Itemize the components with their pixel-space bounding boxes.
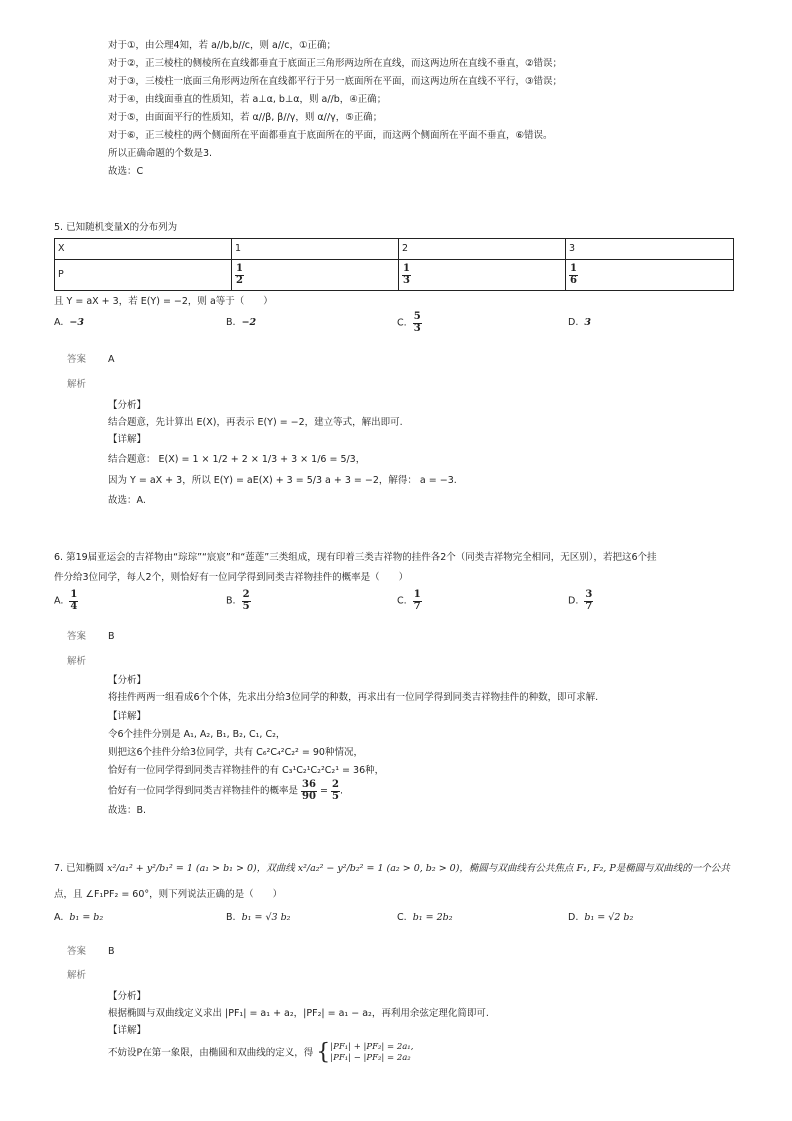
brace: { [316, 1040, 331, 1066]
detail-line-1: 结合题意： E(X) = 1 × 1/2 + 2 × 1/3 + 3 × 1/6 = 5/3， [108, 454, 366, 465]
table-cell: 1 [232, 239, 399, 260]
option-b[interactable]: B. b₁ = √3 b₂ [226, 912, 291, 923]
option-d[interactable]: D. b₁ = √2 b₂ [568, 912, 634, 923]
answer-value: A [108, 354, 115, 365]
detail-tag: 【详解】 [108, 434, 147, 445]
fraction: $\frac{1}{6}$ [570, 263, 577, 286]
detail-line-1: 不妨设P在第一象限，由椭圆和双曲线的定义，得 { |PF₁| + |PF₂| = 2a₁, |PF₁| − |PF₂| = 2a₂ [108, 1040, 414, 1066]
fraction: $\frac{3}{7}$ [585, 589, 593, 612]
solution-line-6: 对于⑥，正三棱柱的两个侧面所在平面都垂直于底面所在的平面，而这两个侧面所在平面不垂直，⑥错误。 [108, 130, 553, 141]
solution-line-4: 对于④，由线面垂直的性质知，若 a⊥α, b⊥α，则 a//b，④正确； [108, 94, 387, 105]
detail-line-3: 恰好有一位同学得到同类吉祥物挂件的有 C₃¹C₂¹C₂²C₂¹ = 36种， [108, 765, 385, 776]
answer-label: 答案 [67, 354, 87, 365]
fraction: $\frac{1}{7}$ [413, 589, 421, 612]
option-a[interactable]: A. $\frac{1}{4}$ [54, 589, 78, 612]
detail-tag: 【详解】 [108, 711, 147, 722]
q7-stem-2: 点，且 ∠F₁PF₂ = 60°，则下列说法正确的是（ ） [54, 889, 283, 900]
analysis-text: 结合题意，先计算出 E(X)，再表示 E(Y) = −2，建立等式，解出即可. [108, 417, 403, 428]
table-cell: 2 [399, 239, 566, 260]
fraction: $\frac{36}{90}$ [302, 779, 316, 802]
q6-stem-1: 6. 第19届亚运会的吉祥物由“琮琮”“宸宸”和“莲莲”三类组成，现有印着三类吉祥物的挂件各2个（同类吉祥物完全相同，无区别），若把这6个挂 [54, 552, 657, 563]
answer-value: B [108, 631, 115, 642]
q6-stem-2: 件分给3位同学，每人2个，则恰好有一位同学得到同类吉祥物挂件的概率是（ ） [54, 572, 409, 583]
analysis-label: 解析 [67, 379, 87, 390]
solution-line-2: 对于②，正三棱柱的侧棱所在直线都垂直于底面正三角形两边所在直线，而这两边所在直线不垂直，②错误； [108, 58, 563, 69]
fraction: $\frac{1}{2}$ [236, 263, 243, 286]
q5-stem-2: 且 Y = aX + 3，若 E(Y) = −2，则 a等于（ ） [54, 296, 273, 307]
table-cell: X [55, 239, 232, 260]
detail-tag: 【详解】 [108, 1025, 147, 1036]
option-b[interactable]: B. −2 [226, 317, 257, 328]
fraction: $\frac{5}{3}$ [413, 311, 421, 334]
fraction: $\frac{1}{4}$ [70, 589, 78, 612]
analysis-tag: 【分析】 [108, 675, 147, 686]
fraction: $\frac{2}{5}$ [242, 589, 250, 612]
analysis-tag: 【分析】 [108, 400, 147, 411]
detail-line-2: 则把这6个挂件分给3位同学，共有 C₆²C₄²C₂² = 90种情况， [108, 747, 363, 758]
analysis-tag: 【分析】 [108, 991, 147, 1002]
table-cell [399, 260, 566, 291]
solution-line-1: 对于①，由公理4知，若 a//b,b//c，则 a//c，①正确； [108, 40, 336, 51]
solution-line-3: 对于③，三棱柱一底面三角形两边所在直线都平行于另一底面所在平面，而这两边所在直线不平行，③错误； [108, 76, 563, 87]
detail-line-2: 因为 Y = aX + 3，所以 E(Y) = aE(X) + 3 = 5/3 a + 3 = −2，解得： a = −3. [108, 475, 457, 486]
option-b[interactable]: B. $\frac{2}{5}$ [226, 589, 250, 612]
fraction: $\frac{1}{3}$ [403, 263, 410, 286]
option-a[interactable]: A. −3 [54, 317, 84, 328]
table-cell: P [55, 260, 232, 291]
detail-line-1: 令6个挂件分别是 A₁, A₂, B₁, B₂, C₁, C₂， [108, 729, 286, 740]
table-cell [232, 260, 399, 291]
analysis-label: 解析 [67, 656, 87, 667]
option-a[interactable]: A. b₁ = b₂ [54, 912, 104, 923]
analysis-text: 根据椭圆与双曲线定义求出 |PF₁| = a₁ + a₂，|PF₂| = a₁ − a₂，再利用余弦定理化简即可. [108, 1008, 489, 1019]
analysis-label: 解析 [67, 970, 87, 981]
table-cell: 3 [566, 239, 734, 260]
option-c[interactable]: C. b₁ = 2b₂ [397, 912, 453, 923]
option-d[interactable]: D. 3 [568, 317, 592, 328]
table-cell [566, 260, 734, 291]
q7-stem-1: 7. 已知椭圆 x²/a₁² + y²/b₁² = 1 (a₁ > b₁ > 0)，双曲线 x²/a₂² − y²/b₂² = 1 (a₂ > 0, b₂ > 0)，椭圆与双曲线有公共焦点 F₁, F₂, P是椭圆与双曲线的一个公共 [54, 863, 730, 874]
option-d[interactable]: D. $\frac{3}{7}$ [568, 589, 593, 612]
answer-value: B [108, 946, 115, 957]
solution-line-7: 所以正确命题的个数是3. [108, 148, 213, 159]
q5-stem: 5. 已知随机变量X的分布列为 [54, 222, 178, 233]
solution-line-5: 对于⑤，由面面平行的性质知，若 α//β, β//γ，则 α//γ，⑤正确； [108, 112, 383, 123]
equation-system: |PF₁| + |PF₂| = 2a₁, |PF₁| − |PF₂| = 2a₂ [330, 1042, 414, 1064]
solution-line-8: 故选：C [108, 166, 144, 177]
option-c[interactable]: C. $\frac{5}{3}$ [397, 311, 421, 334]
detail-line-4: 恰好有一位同学得到同类吉祥物挂件的概率是 $\frac{36}{90}$ = $\frac{2}{5}$ . [108, 779, 343, 802]
option-c[interactable]: C. $\frac{1}{7}$ [397, 589, 421, 612]
answer-label: 答案 [67, 631, 87, 642]
answer-label: 答案 [67, 946, 87, 957]
detail-line-3: 故选：A. [108, 495, 146, 506]
fraction: $\frac{2}{5}$ [331, 779, 339, 802]
distribution-table [54, 238, 734, 291]
detail-line-5: 故选：B. [108, 805, 147, 816]
analysis-text: 将挂件两两一组看成6个个体，先求出分给3位同学的种数，再求出有一位同学得到同类吉祥物挂件的种数，即可求解. [108, 692, 599, 703]
